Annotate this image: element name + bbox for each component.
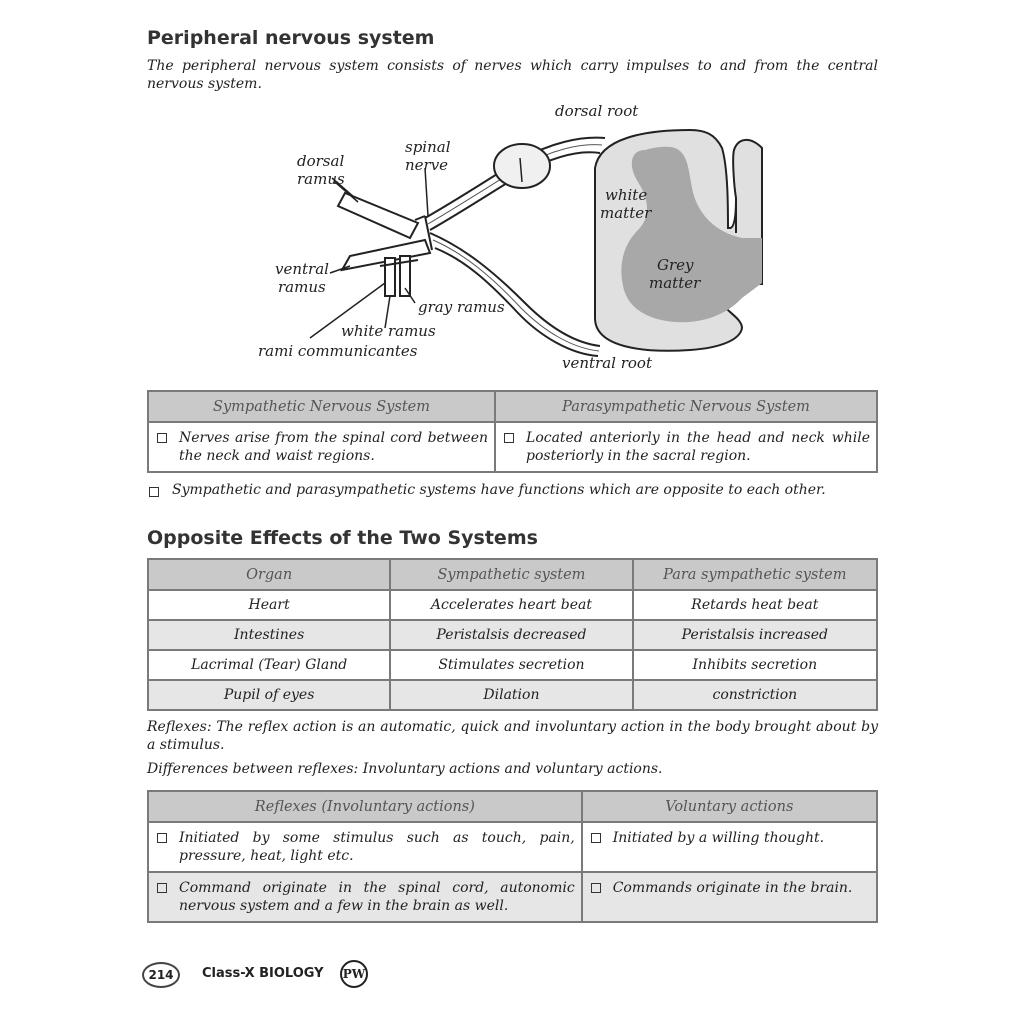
effects-cell: Dilation (390, 680, 632, 710)
label-white-matter-1: white (605, 186, 648, 204)
effects-header-organ: Organ (148, 559, 390, 590)
systems-cell-sympathetic (148, 422, 495, 472)
label-white-ramus: white ramus (341, 322, 436, 340)
reflex-cell-text: Initiated by some stimulus such as touch, pain, pressure, heat, light etc. (179, 830, 575, 864)
systems-cell-text: Nerves arise from the spinal cord between the neck and waist regions. (179, 430, 489, 464)
label-ventral-root: ventral root (562, 354, 652, 372)
effects-cell: constriction (633, 680, 877, 710)
bullet-checkbox-icon (157, 433, 167, 443)
reflex-header-voluntary: Voluntary actions (582, 791, 877, 822)
label-rami-communicantes: rami communicantes (258, 342, 418, 360)
reflex-cell (582, 872, 877, 922)
effects-cell: Heart (148, 590, 390, 620)
systems-cell-text: Located anteriorly in the head and neck while posteriorly in the sacral region. (526, 430, 870, 464)
effects-cell: Intestines (148, 620, 390, 650)
page-footer (142, 960, 382, 990)
systems-note-text: Sympathetic and parasympathetic systems have functions which are opposite to each other. (172, 482, 826, 498)
effects-cell: Pupil of eyes (148, 680, 390, 710)
differences-line: Differences between reflexes: Involuntary actions and voluntary actions. (147, 761, 663, 777)
effects-header-parasympathetic: Para sympathetic system (633, 559, 877, 590)
reflex-definition: Reflexes: The reflex action is an automatic, quick and involuntary action in the body brought about by a stimulus. (147, 719, 878, 753)
reflex-cell (148, 822, 582, 872)
systems-note (147, 482, 826, 498)
label-ventral-ramus-1: ventral (275, 260, 329, 278)
label-spinal-nerve-1: spinal (405, 138, 451, 156)
bullet-checkbox-icon (591, 883, 601, 893)
pw-logo-icon: PW (340, 960, 368, 988)
bullet-checkbox-icon (591, 833, 601, 843)
effects-table (147, 558, 878, 711)
effects-cell: Lacrimal (Tear) Gland (148, 650, 390, 680)
effects-header-sympathetic: Sympathetic system (390, 559, 632, 590)
bullet-checkbox-icon (157, 883, 167, 893)
systems-cell-parasympathetic (495, 422, 877, 472)
section-title-opposite-effects: Opposite Effects of the Two Systems (147, 527, 538, 549)
effects-cell: Peristalsis increased (633, 620, 877, 650)
systems-header-sympathetic: Sympathetic Nervous System (148, 391, 495, 422)
reflex-cell (148, 872, 582, 922)
systems-table (147, 390, 878, 473)
effects-cell: Peristalsis decreased (390, 620, 632, 650)
label-gray-ramus: gray ramus (418, 298, 505, 316)
table-row (148, 590, 877, 620)
class-label: Class-X BIOLOGY (202, 966, 324, 981)
label-dorsal-ramus-1: dorsal (297, 152, 345, 170)
reflex-cell-text: Commands originate in the brain. (612, 880, 853, 896)
effects-cell: Retards heat beat (633, 590, 877, 620)
spinal-nerve-diagram (250, 98, 780, 378)
reflex-cell (582, 822, 877, 872)
bullet-checkbox-icon (504, 433, 514, 443)
reflex-cell-text: Command originate in the spinal cord, autonomic nervous system and a few in the brain as well. (179, 880, 575, 914)
systems-header-parasympathetic: Parasympathetic Nervous System (495, 391, 877, 422)
table-row (148, 620, 877, 650)
page-number: 214 (142, 962, 180, 988)
bullet-checkbox-icon (157, 833, 167, 843)
reflex-header-involuntary: Reflexes (Involuntary actions) (148, 791, 582, 822)
bullet-checkbox-icon (149, 487, 159, 497)
label-white-matter-2: matter (600, 204, 652, 222)
effects-cell: Accelerates heart beat (390, 590, 632, 620)
effects-cell: Inhibits secretion (633, 650, 877, 680)
label-dorsal-root: dorsal root (555, 102, 639, 120)
reflex-cell-text: Initiated by a willing thought. (612, 830, 825, 846)
table-row (148, 680, 877, 710)
section-title-peripheral: Peripheral nervous system (147, 27, 435, 49)
dorsal-ramus-branch (338, 193, 418, 238)
intro-paragraph: The peripheral nervous system consists of nerves which carry impulses to and from the central nervous system. (147, 58, 878, 92)
label-grey-matter-1: Grey (657, 256, 694, 274)
table-row (148, 650, 877, 680)
table-row (148, 822, 877, 872)
ventral-root-band (430, 233, 600, 346)
label-dorsal-ramus-2: ramus (297, 170, 345, 188)
label-ventral-ramus-2: ramus (278, 278, 326, 296)
label-grey-matter-2: matter (649, 274, 701, 292)
label-spinal-nerve-2: nerve (405, 156, 449, 174)
table-row (148, 872, 877, 922)
reflex-table (147, 790, 878, 923)
effects-cell: Stimulates secretion (390, 650, 632, 680)
